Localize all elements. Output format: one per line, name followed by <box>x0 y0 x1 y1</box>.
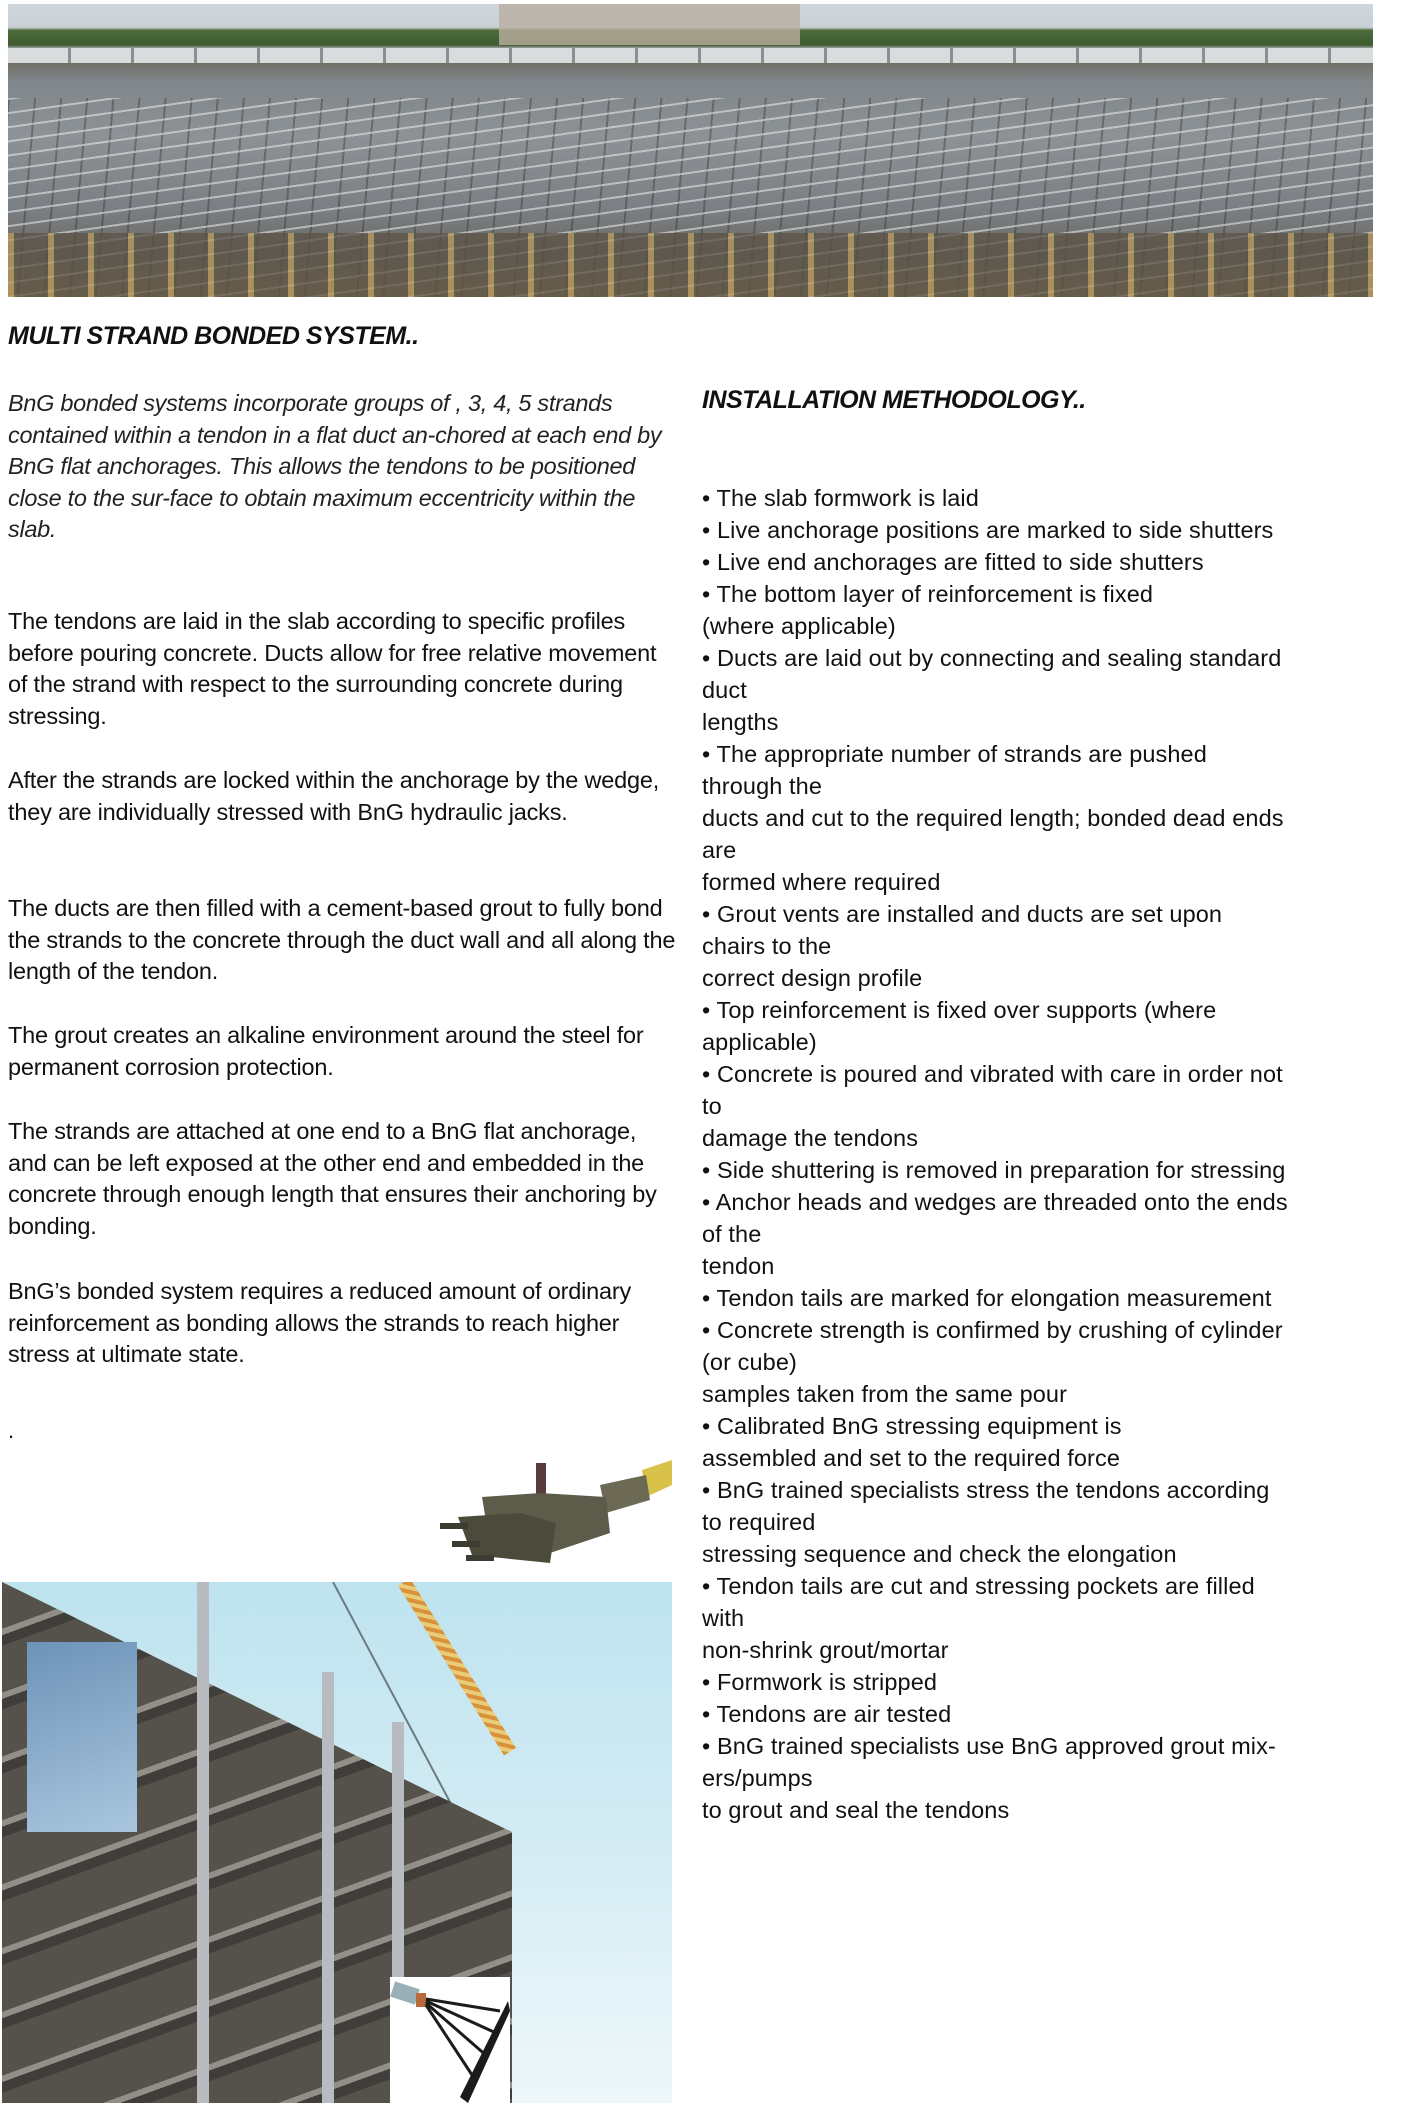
strand-anchor-image <box>390 1977 510 2103</box>
installation-step: • Concrete is poured and vibrated with care in order not to damage the tendons <box>702 1061 1283 1151</box>
installation-step: • Tendons are air tested <box>702 1701 952 1727</box>
body-paragraph: The strands are attached at one end to a BnG flat anchorage, and can be left exposed at the other end and embedded in the concrete through enough length that ensures their anchoring by bonding. <box>8 1118 657 1239</box>
installation-step: • Grout vents are installed and ducts are set upon chairs to the correct design profile <box>702 901 1223 991</box>
photo-glass-facade <box>27 1642 137 1832</box>
installation-steps-list <box>702 482 1402 1826</box>
installation-step: • BnG trained specialists stress the tendons according to required stressing sequence and check the elongation <box>702 1477 1270 1567</box>
installation-step: • The slab formwork is laid <box>702 485 979 511</box>
installation-step: • The appropriate number of strands are pushed through the ducts and cut to the required length; bonded dead ends are formed where required <box>702 741 1284 895</box>
installation-step: • Live end anchorages are fitted to side shutters <box>702 549 1204 575</box>
body-paragraph: The grout creates an alkaline environment around the steel for permanent corrosion protection. <box>8 1022 644 1080</box>
photo-column <box>197 1582 209 2103</box>
installation-step: • Top reinforcement is fixed over supports (where applicable) <box>702 997 1217 1055</box>
body-paragraph: After the strands are locked within the anchorage by the wedge, they are individually stressed with BnG hydraulic jacks. <box>8 767 660 825</box>
body-paragraph: The tendons are laid in the slab according to specific profiles before pouring concrete. Ducts allow for free relative movement of the strand with respect to the surrounding concrete during stressing. <box>8 608 657 729</box>
intro-paragraph: BnG bonded systems incorporate groups of , 3, 4, 5 strands contained within a tendon in a flat duct an-chored at each end by BnG flat anchorages. This allows the tendons to be positioned close to the sur-face to obtain maximum eccentricity within the slab. <box>8 390 662 542</box>
installation-step: • Calibrated BnG stressing equipment is assembled and set to the required force <box>702 1413 1122 1471</box>
photo-timber-formwork <box>8 233 1373 297</box>
body-paragraph: BnG’s bonded system requires a reduced amount of ordinary reinforcement as bonding allows the strands to reach higher stress at ultimate state. <box>8 1278 632 1367</box>
body-paragraph: The ducts are then filled with a cement-based grout to fully bond the strands to the concrete through the duct wall and all along the length of the tendon. <box>8 895 676 984</box>
installation-step: • Live anchorage positions are marked to side shutters <box>702 517 1274 543</box>
building-construction-photo <box>2 1582 672 2103</box>
installation-step: • Concrete strength is confirmed by crushing of cylinder (or cube) samples taken from the same pour <box>702 1317 1283 1407</box>
installation-step: • Tendon tails are cut and stressing pockets are filled with non-shrink grout/mortar <box>702 1573 1255 1663</box>
photo-fence <box>8 48 1373 63</box>
installation-step: • Tendon tails are marked for elongation measurement <box>702 1285 1272 1311</box>
installation-step: • Ducts are laid out by connecting and sealing standard duct lengths <box>702 645 1282 735</box>
section-heading-installation: INSTALLATION METHODOLOGY.. <box>702 386 1086 414</box>
photo-column <box>322 1672 334 2103</box>
slab-construction-photo <box>8 4 1373 297</box>
installation-step: • BnG trained specialists use BnG approved grout mix- ers/pumps to grout and seal the tendons <box>702 1733 1276 1823</box>
photo-crane-boom <box>398 1582 516 1755</box>
installation-step: • The bottom layer of reinforcement is fixed (where applicable) <box>702 581 1154 639</box>
section-heading-multi-strand: MULTI STRAND BONDED SYSTEM.. <box>8 322 419 350</box>
installation-step: • Anchor heads and wedges are threaded onto the ends of the tendon <box>702 1189 1288 1279</box>
flat-anchorage-image <box>410 1455 672 1575</box>
installation-step: • Side shuttering is removed in preparation for stressing <box>702 1157 1286 1183</box>
photo-building-backdrop <box>499 4 799 45</box>
installation-step: • Formwork is stripped <box>702 1669 938 1695</box>
stray-dot: . <box>8 1418 15 1443</box>
